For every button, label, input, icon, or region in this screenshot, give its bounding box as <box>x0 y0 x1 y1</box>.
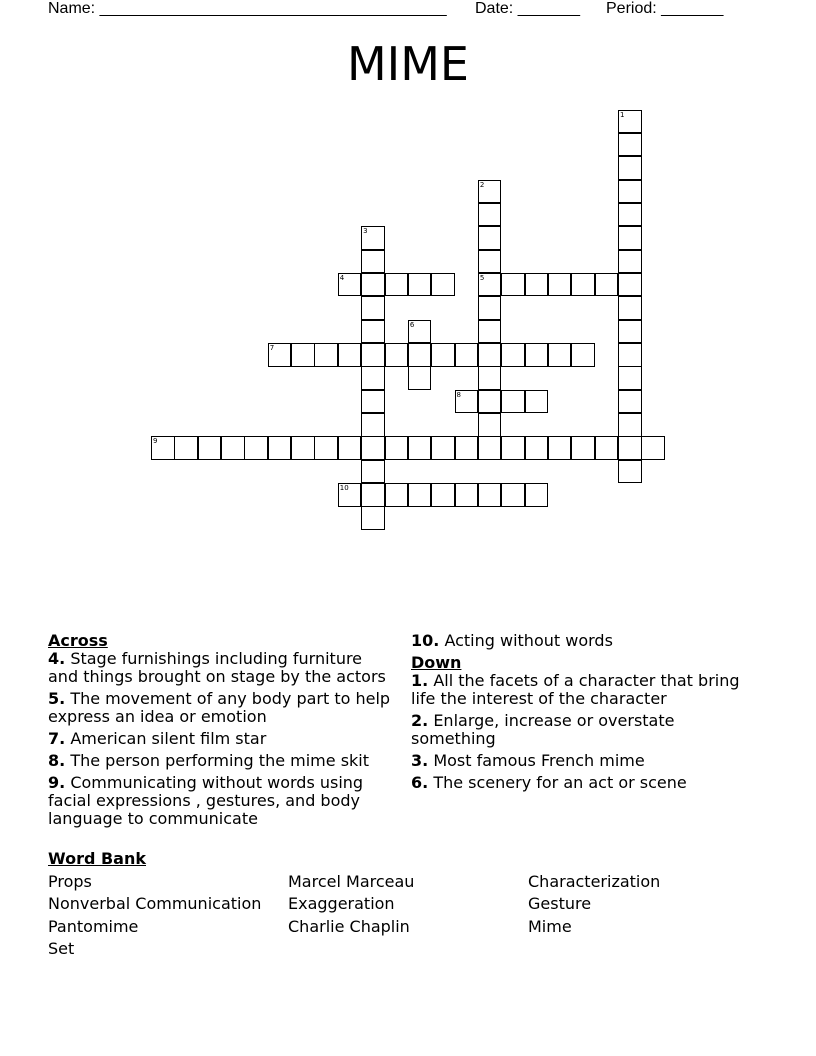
clue-number-label: 3 <box>363 227 368 236</box>
crossword-cell[interactable] <box>455 436 479 460</box>
clue-text: The movement of any body part to help express an idea or emotion <box>48 689 391 726</box>
crossword-cell[interactable] <box>501 483 525 507</box>
crossword-cell[interactable] <box>618 343 642 367</box>
crossword-cell[interactable] <box>408 320 432 344</box>
crossword-cell[interactable] <box>548 343 572 367</box>
crossword-cell[interactable] <box>338 273 362 297</box>
clue-number: 5. <box>48 689 66 708</box>
word-bank-item: Nonverbal Communication <box>48 894 262 913</box>
word-bank-item: Pantomime <box>48 916 139 936</box>
crossword-cell[interactable] <box>361 296 385 320</box>
clue-number-label: 6 <box>409 320 415 329</box>
crossword-cell[interactable] <box>618 156 642 180</box>
crossword-cell[interactable] <box>314 436 338 460</box>
word-bank-item: Marcel Marceau <box>288 871 415 891</box>
crossword-cell[interactable] <box>618 250 642 274</box>
crossword-cell[interactable] <box>455 390 479 414</box>
name-field-label: Name: _______________________________________ <box>48 0 447 17</box>
clue-number: 1. <box>411 671 429 690</box>
crossword-cell[interactable] <box>618 320 642 344</box>
clue-number: 2. <box>411 711 429 730</box>
crossword-cell[interactable] <box>361 460 385 484</box>
crossword-cell[interactable] <box>501 390 525 414</box>
crossword-cell[interactable] <box>618 460 642 484</box>
clue-number: 3. <box>411 751 429 770</box>
crossword-cell[interactable] <box>361 366 385 390</box>
clue-number: 6. <box>411 773 429 792</box>
crossword-cell[interactable] <box>361 483 385 507</box>
date-field-label: Date: _______ <box>475 0 580 17</box>
crossword-cell[interactable] <box>385 483 409 507</box>
clue-number-label: 10 <box>339 484 349 493</box>
page-title: MIME <box>346 37 469 91</box>
crossword-cell[interactable] <box>478 273 502 297</box>
crossword-cell[interactable] <box>618 390 642 414</box>
crossword-cell[interactable] <box>361 273 385 297</box>
crossword-cell[interactable] <box>291 343 315 367</box>
crossword-cell[interactable] <box>385 436 409 460</box>
crossword-cell[interactable] <box>618 226 642 250</box>
clue-number: 4. <box>48 649 66 668</box>
crossword-cell[interactable] <box>501 343 525 367</box>
right-clues <box>411 632 756 796</box>
clue-number: 9. <box>48 773 66 792</box>
crossword-cell[interactable] <box>618 436 642 460</box>
crossword-cell[interactable] <box>595 436 619 460</box>
across-clue <box>48 690 393 726</box>
clue-text: Acting without words <box>444 631 613 650</box>
crossword-cell[interactable] <box>174 436 198 460</box>
crossword-cell[interactable] <box>478 180 502 204</box>
word-bank <box>48 848 768 961</box>
crossword-cell[interactable] <box>268 343 292 367</box>
crossword-cell[interactable] <box>618 203 642 227</box>
crossword-cell[interactable] <box>361 413 385 437</box>
clue-text: Communicating without words using facial expressions , gestures, and body language to communicate <box>48 773 364 828</box>
crossword-cell[interactable] <box>268 436 292 460</box>
crossword-cell[interactable] <box>478 390 502 414</box>
crossword-cell[interactable] <box>244 436 268 460</box>
crossword-cell[interactable] <box>525 436 549 460</box>
down-clue <box>411 712 756 748</box>
clue-number-label: 8 <box>456 390 462 399</box>
crossword-cell[interactable] <box>408 366 432 390</box>
clue-text: The scenery for an act or scene <box>433 773 687 792</box>
clue-text: Stage furnishings including furniture and things brought on stage by the actors <box>48 649 386 686</box>
crossword-cell[interactable] <box>431 436 455 460</box>
crossword-cell[interactable] <box>478 320 502 344</box>
across-clue <box>48 730 393 748</box>
crossword-cell[interactable] <box>478 343 502 367</box>
crossword-cell[interactable] <box>618 273 642 297</box>
across-clue <box>48 752 393 770</box>
crossword-cell[interactable] <box>361 320 385 344</box>
crossword-cell[interactable] <box>548 436 572 460</box>
crossword-cell[interactable] <box>198 436 222 460</box>
period-field-label: Period: _______ <box>606 0 724 17</box>
crossword-cell[interactable] <box>618 133 642 157</box>
crossword-cell[interactable] <box>431 273 455 297</box>
clue-text: The person performing the mime skit <box>70 751 370 770</box>
word-bank-item: Gesture <box>528 894 592 913</box>
crossword-cell[interactable] <box>385 343 409 367</box>
crossword-cell[interactable] <box>525 483 549 507</box>
crossword-cell[interactable] <box>525 390 549 414</box>
crossword-cell[interactable] <box>408 343 432 367</box>
clue-text: Enlarge, increase or overstate something <box>411 711 675 748</box>
crossword-cell[interactable] <box>618 110 642 134</box>
crossword-cell[interactable] <box>478 250 502 274</box>
down-clue <box>411 672 756 708</box>
word-bank-heading: Word Bank <box>48 849 147 868</box>
crossword-cell[interactable] <box>431 483 455 507</box>
crossword-cell[interactable] <box>525 343 549 367</box>
crossword-cell[interactable] <box>501 273 525 297</box>
crossword-cell[interactable] <box>618 296 642 320</box>
clue-number-label: 4 <box>339 273 345 282</box>
across-heading: Across <box>48 631 108 650</box>
crossword-cell[interactable] <box>478 483 502 507</box>
clue-number: 7. <box>48 729 66 748</box>
down-heading: Down <box>411 653 462 672</box>
crossword-cell[interactable] <box>431 343 455 367</box>
word-bank-item: Mime <box>528 916 572 936</box>
crossword-cell[interactable] <box>338 483 362 507</box>
across-clues <box>48 632 393 832</box>
crossword-cell[interactable] <box>501 436 525 460</box>
clue-number-label: 2 <box>479 180 485 189</box>
crossword-cell[interactable] <box>478 226 502 250</box>
crossword-cell[interactable] <box>478 203 502 227</box>
across-clue <box>411 632 756 650</box>
crossword-cell[interactable] <box>361 390 385 414</box>
clue-text: All the facets of a character that bring life the interest of the character <box>411 671 740 708</box>
crossword-cell[interactable] <box>291 436 315 460</box>
clue-text: American silent film star <box>70 729 267 748</box>
across-clue <box>48 650 393 686</box>
crossword-cell[interactable] <box>361 436 385 460</box>
crossword-cell[interactable] <box>571 343 595 367</box>
clue-text: Most famous French mime <box>433 751 645 770</box>
across-clue <box>48 774 393 828</box>
crossword-cell[interactable] <box>314 343 338 367</box>
crossword-cell[interactable] <box>361 226 385 250</box>
crossword-cell[interactable] <box>408 436 432 460</box>
crossword-cell[interactable] <box>525 273 549 297</box>
crossword-cell[interactable] <box>455 483 479 507</box>
crossword-cell[interactable] <box>151 436 175 460</box>
crossword-cell[interactable] <box>618 413 642 437</box>
crossword-cell[interactable] <box>478 413 502 437</box>
word-bank-list <box>48 871 768 961</box>
crossword-cell[interactable] <box>571 273 595 297</box>
crossword-cell[interactable] <box>385 273 409 297</box>
crossword-cell[interactable] <box>595 273 619 297</box>
crossword-cell[interactable] <box>641 436 665 460</box>
crossword-cell[interactable] <box>338 436 362 460</box>
down-clue <box>411 774 756 792</box>
word-bank-item: Charlie Chaplin <box>288 916 410 936</box>
clue-number-label: 5 <box>479 273 485 282</box>
crossword-cell[interactable] <box>221 436 245 460</box>
crossword-cell[interactable] <box>618 366 642 390</box>
crossword-cell[interactable] <box>408 483 432 507</box>
crossword-cell[interactable] <box>361 250 385 274</box>
word-bank-item: Characterization <box>528 871 661 891</box>
crossword-cell[interactable] <box>478 436 502 460</box>
crossword-cell[interactable] <box>361 343 385 367</box>
crossword-cell[interactable] <box>478 366 502 390</box>
crossword-cell[interactable] <box>408 273 432 297</box>
down-clue <box>411 752 756 770</box>
word-bank-item: Exaggeration <box>288 894 395 913</box>
clue-number-label: 9 <box>153 437 158 446</box>
clue-number: 10. <box>411 631 440 650</box>
clue-number: 8. <box>48 751 66 770</box>
crossword-cell[interactable] <box>571 436 595 460</box>
crossword-cell[interactable] <box>361 506 385 530</box>
clue-number-label: 1 <box>620 110 625 119</box>
crossword-cell[interactable] <box>455 343 479 367</box>
word-bank-item: Props <box>48 871 92 891</box>
crossword-cell[interactable] <box>478 296 502 320</box>
crossword-cell[interactable] <box>548 273 572 297</box>
crossword-cell[interactable] <box>618 180 642 204</box>
clue-number-label: 7 <box>269 344 275 352</box>
crossword-cell[interactable] <box>338 343 362 367</box>
word-bank-item: Set <box>48 939 75 958</box>
